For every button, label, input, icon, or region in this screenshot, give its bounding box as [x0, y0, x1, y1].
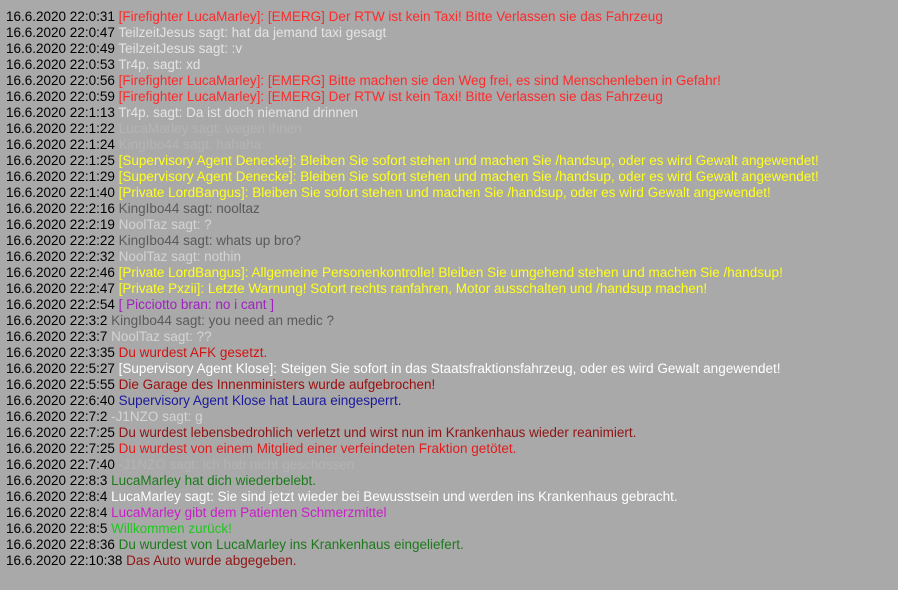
chat-line	[6, 89, 894, 105]
chat-line	[6, 441, 894, 457]
chat-message: Du wurdest lebensbedrohlich verletzt und wirst nun im Krankenhaus wieder reanimiert.	[118, 425, 637, 440]
chat-timestamp: 16.6.2020 22:10:38	[6, 553, 123, 568]
chat-timestamp: 16.6.2020 22:5:55	[6, 377, 115, 392]
chat-message: LucaMarley hat dich wiederbelebt.	[111, 473, 316, 488]
chat-line	[6, 57, 894, 73]
chat-message: Tr4p. sagt: xd	[118, 57, 201, 72]
chat-timestamp: 16.6.2020 22:7:40	[6, 457, 115, 472]
chat-line	[6, 457, 894, 473]
chat-line	[6, 281, 894, 297]
chat-message: [Firefighter LucaMarley]: [EMERG] Der RTW ist kein Taxi! Bitte Verlassen sie das Fahrzeug	[118, 9, 663, 24]
chat-message: LucaMarley gibt dem Patienten Schmerzmittel	[111, 505, 387, 520]
chat-message: Das Auto wurde abgegeben.	[126, 553, 297, 568]
chat-line	[6, 121, 894, 137]
chat-message: [Supervisory Agent Klose]: Steigen Sie sofort in das Staatsfraktionsfahrzeug, oder es wird Gewalt angewendet!	[118, 361, 781, 376]
chat-message: Tr4p. sagt: Da ist doch niemand drinnen	[118, 105, 359, 120]
chat-line	[6, 537, 894, 553]
chat-message: [Private LordBangus]: Allgemeine Personenkontrolle! Bleiben Sie umgehend stehen und machen Sie /handsup!	[118, 265, 783, 280]
chat-message: Willkommen zurück!	[111, 521, 232, 536]
chat-message: [Private Pxzii]: Letzte Warnung! Sofort rechts ranfahren, Motor ausschalten und /handsup machen!	[118, 281, 708, 296]
chat-message: [Supervisory Agent Denecke]: Bleiben Sie sofort stehen und machen Sie /handsup, oder es wird Gewalt angewendet!	[118, 169, 819, 184]
chat-timestamp: 16.6.2020 22:7:25	[6, 441, 115, 456]
chat-timestamp: 16.6.2020 22:8:3	[6, 473, 108, 488]
chat-message: Die Garage des Innenministers wurde aufgebrochen!	[118, 377, 436, 392]
chat-message: -J1NZO sagt: g	[111, 409, 203, 424]
chat-message: [Private LordBangus]: Bleiben Sie sofort stehen und machen Sie /handsup, oder es wird Gewalt angewendet!	[118, 185, 771, 200]
chat-line	[6, 201, 894, 217]
chat-line	[6, 313, 894, 329]
chat-line	[6, 73, 894, 89]
chat-message: [Firefighter LucaMarley]: [EMERG] Der RTW ist kein Taxi! Bitte Verlassen sie das Fahrzeug	[118, 89, 663, 104]
chat-line	[6, 297, 894, 313]
chat-timestamp: 16.6.2020 22:2:47	[6, 281, 115, 296]
chat-timestamp: 16.6.2020 22:3:35	[6, 345, 115, 360]
chat-message: -J1NZO sagt: ich hab nicht geschossen	[118, 457, 355, 472]
chat-message: NoolTaz sagt: ?	[118, 217, 212, 232]
chat-timestamp: 16.6.2020 22:5:27	[6, 361, 115, 376]
chat-line	[6, 249, 894, 265]
chat-message: NoolTaz sagt: ??	[111, 329, 212, 344]
chat-timestamp: 16.6.2020 22:1:40	[6, 185, 115, 200]
chat-message: KingIbo44 sagt: whats up bro?	[118, 233, 302, 248]
chat-line	[6, 361, 894, 377]
chat-line	[6, 169, 894, 185]
chat-message: TeilzeitJesus sagt: :v	[118, 41, 243, 56]
chat-line	[6, 473, 894, 489]
chat-line	[6, 153, 894, 169]
chat-timestamp: 16.6.2020 22:8:4	[6, 489, 108, 504]
chat-line	[6, 553, 894, 569]
chat-timestamp: 16.6.2020 22:0:49	[6, 41, 115, 56]
chat-line	[6, 425, 894, 441]
chat-message: [Supervisory Agent Denecke]: Bleiben Sie sofort stehen und machen Sie /handsup, oder es wird Gewalt angewendet!	[118, 153, 819, 168]
chat-line	[6, 393, 894, 409]
chat-line	[6, 9, 894, 25]
chat-timestamp: 16.6.2020 22:8:36	[6, 537, 115, 552]
chat-message: TeilzeitJesus sagt: hat da jemand taxi gesagt	[118, 25, 387, 40]
chat-timestamp: 16.6.2020 22:3:2	[6, 313, 108, 328]
chat-log	[6, 9, 894, 569]
chat-line	[6, 265, 894, 281]
chat-line	[6, 217, 894, 233]
chat-message: NoolTaz sagt: nothin	[118, 249, 241, 264]
chat-timestamp: 16.6.2020 22:2:46	[6, 265, 115, 280]
chat-line	[6, 233, 894, 249]
chat-timestamp: 16.6.2020 22:1:25	[6, 153, 115, 168]
chat-timestamp: 16.6.2020 22:0:59	[6, 89, 115, 104]
chat-timestamp: 16.6.2020 22:1:29	[6, 169, 115, 184]
chat-message: Supervisory Agent Klose hat Laura eingesperrt.	[118, 393, 402, 408]
chat-message: LucaMarley sagt: wegen ihnen	[118, 121, 302, 136]
chat-message: KingIbo44 sagt: hahaha	[118, 137, 262, 152]
chat-message: LucaMarley sagt: Sie sind jetzt wieder bei Bewusstsein und werden ins Krankenhaus gebracht.	[111, 489, 678, 504]
chat-line	[6, 137, 894, 153]
chat-timestamp: 16.6.2020 22:6:40	[6, 393, 115, 408]
chat-timestamp: 16.6.2020 22:0:47	[6, 25, 115, 40]
chat-message: Du wurdest von einem Mitglied einer verfeindeten Fraktion getötet.	[118, 441, 517, 456]
chat-timestamp: 16.6.2020 22:0:31	[6, 9, 115, 24]
chat-line	[6, 329, 894, 345]
chat-timestamp: 16.6.2020 22:2:19	[6, 217, 115, 232]
chat-timestamp: 16.6.2020 22:7:25	[6, 425, 115, 440]
chat-message: KingIbo44 sagt: you need an medic ?	[111, 313, 335, 328]
chat-line	[6, 377, 894, 393]
chat-timestamp: 16.6.2020 22:2:22	[6, 233, 115, 248]
chat-line	[6, 41, 894, 57]
chat-timestamp: 16.6.2020 22:0:56	[6, 73, 115, 88]
chat-timestamp: 16.6.2020 22:3:7	[6, 329, 108, 344]
chat-line	[6, 185, 894, 201]
chat-timestamp: 16.6.2020 22:8:4	[6, 505, 108, 520]
chat-timestamp: 16.6.2020 22:1:24	[6, 137, 115, 152]
chat-timestamp: 16.6.2020 22:1:13	[6, 105, 115, 120]
chat-message: [Firefighter LucaMarley]: [EMERG] Bitte machen sie den Weg frei, es sind Menschenleben in Gefahr!	[118, 73, 721, 88]
chat-line	[6, 505, 894, 521]
chat-timestamp: 16.6.2020 22:2:16	[6, 201, 115, 216]
chat-message: Du wurdest AFK gesetzt.	[118, 345, 268, 360]
chat-line	[6, 521, 894, 537]
chat-message: [ Picciotto bran: no i cant ]	[118, 297, 274, 312]
chat-timestamp: 16.6.2020 22:1:22	[6, 121, 115, 136]
chat-line	[6, 105, 894, 121]
chat-timestamp: 16.6.2020 22:7:2	[6, 409, 108, 424]
chat-line	[6, 25, 894, 41]
chat-timestamp: 16.6.2020 22:2:54	[6, 297, 115, 312]
chat-timestamp: 16.6.2020 22:8:5	[6, 521, 108, 536]
chat-line	[6, 489, 894, 505]
chat-message: KingIbo44 sagt: nooltaz	[118, 201, 260, 216]
chat-line	[6, 345, 894, 361]
chat-timestamp: 16.6.2020 22:2:32	[6, 249, 115, 264]
chat-line	[6, 409, 894, 425]
chat-timestamp: 16.6.2020 22:0:53	[6, 57, 115, 72]
chat-message: Du wurdest von LucaMarley ins Krankenhaus eingeliefert.	[118, 537, 464, 552]
